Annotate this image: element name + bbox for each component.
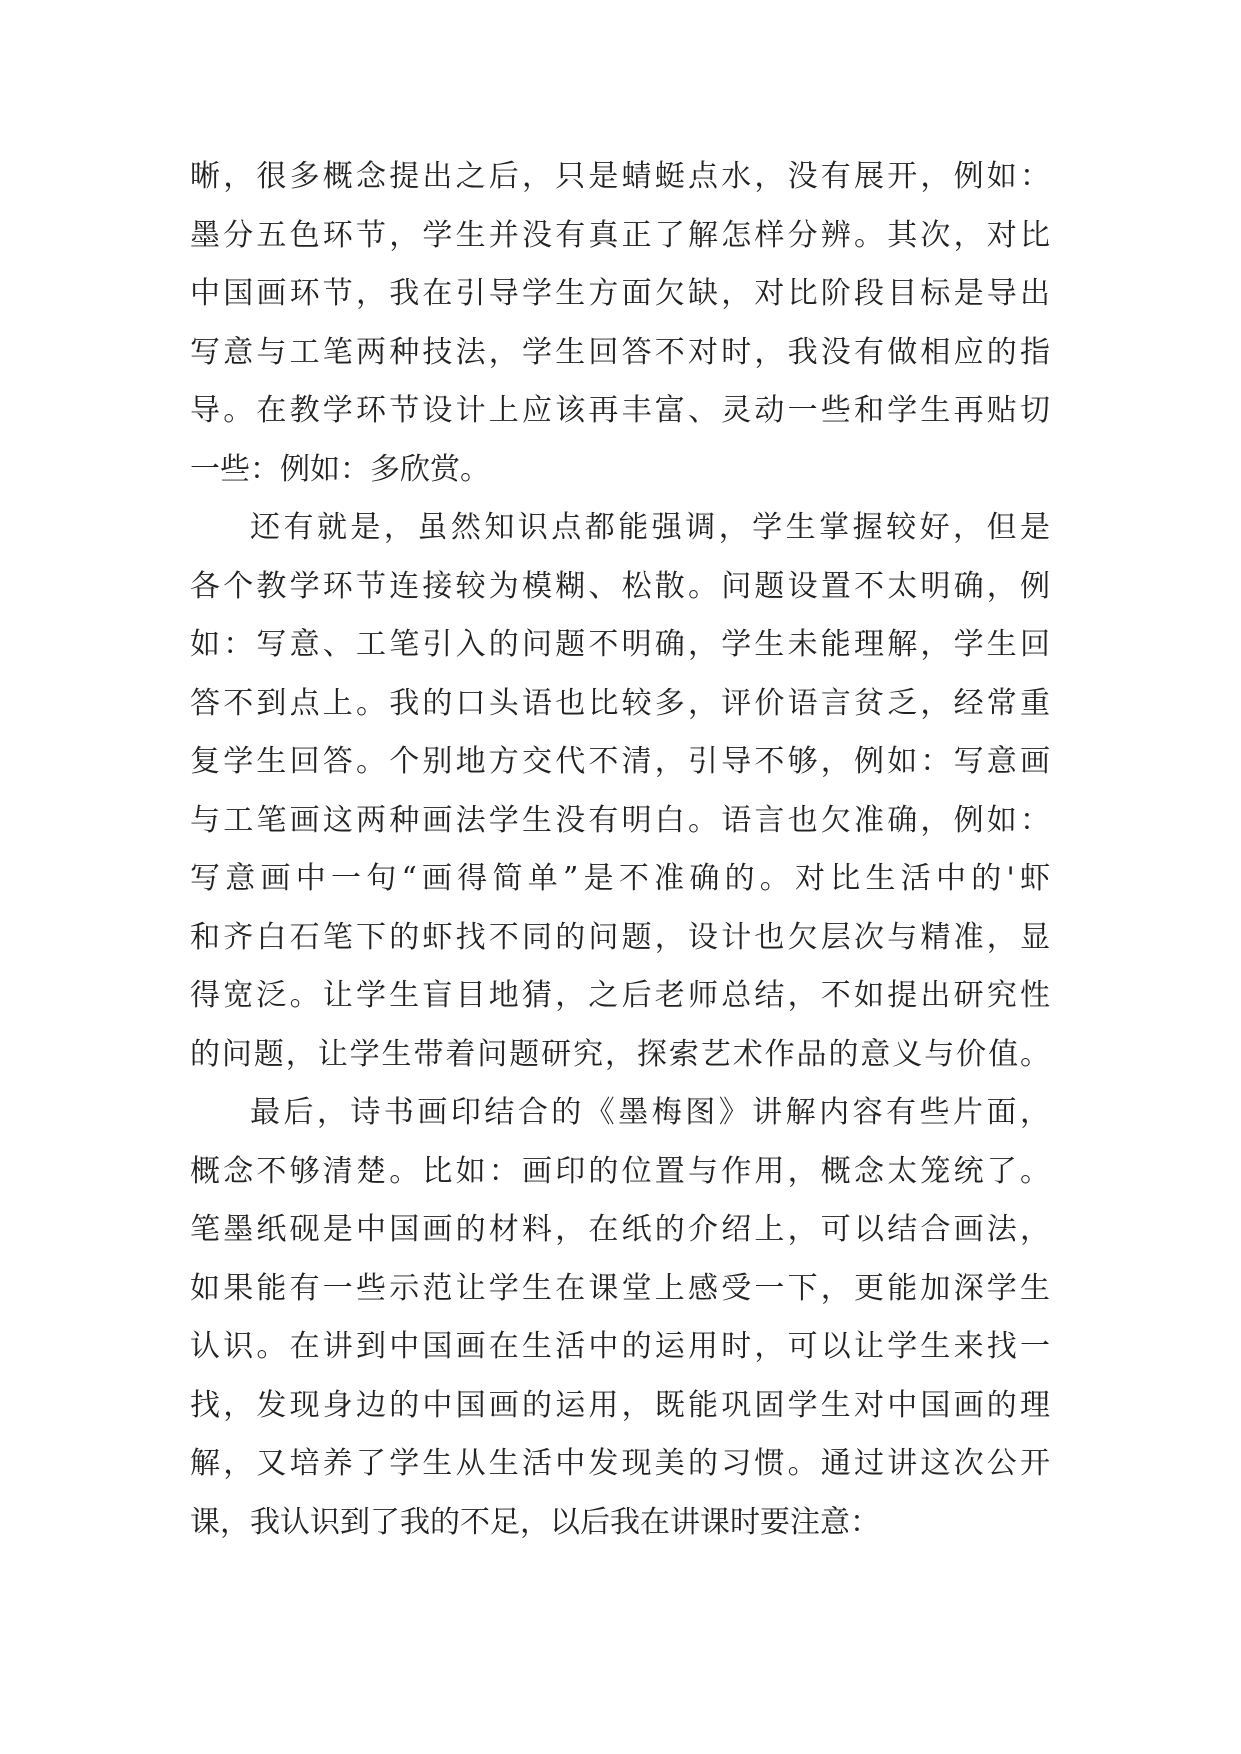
text-line: 解，又培养了学生从生活中发现美的习惯。通过讲这次公开	[190, 1446, 1050, 1481]
text-line: 各个教学环节连接较为模糊、松散。问题设置不太明确，例	[190, 568, 1050, 604]
text-line: 笔墨纸砚是中国画的材料，在纸的介绍上，可以结合画法，	[190, 1212, 1050, 1247]
text-line: 导。在教学环节设计上应该再丰富、灵动一些和学生再贴切	[190, 393, 1050, 428]
text-line: 和齐白石笔下的虾找不同的问题，设计也欠层次与精准，显	[190, 919, 1050, 955]
text-line: 与工笔画这两种画法学生没有明白。语言也欠准确，例如：	[190, 802, 1050, 838]
text-line: 晰，很多概念提出之后，只是蜻蜓点水，没有展开，例如：	[190, 159, 1050, 194]
body-text	[190, 148, 1050, 1552]
text-line: 得宽泛。让学生盲目地猜，之后老师总结，不如提出研究性	[190, 978, 1050, 1013]
text-line: 课，我认识到了我的不足，以后我在讲课时要注意：	[190, 1504, 880, 1540]
text-line: 答不到点上。我的口头语也比较多，评价语言贫乏，经常重	[190, 685, 1050, 721]
text-line: 如：写意、工笔引入的问题不明确，学生未能理解，学生回	[190, 627, 1050, 662]
text-line: 认识。在讲到中国画在生活中的运用时，可以让学生来找一	[190, 1329, 1050, 1364]
text-line: 一些：例如：多欣赏。	[190, 451, 490, 487]
text-line: 还有就是，虽然知识点都能强调，学生掌握较好，但是	[250, 510, 1050, 545]
text-line: 中国画环节，我在引导学生方面欠缺，对比阶段目标是导出	[190, 276, 1050, 311]
text-line: 最后，诗书画印结合的《墨梅图》讲解内容有些片面，	[250, 1095, 1050, 1130]
text-line: 的问题，让学生带着问题研究，探索艺术作品的意义与价值。	[190, 1036, 1050, 1072]
text-line: 如果能有一些示范让学生在课堂上感受一下，更能加深学生	[190, 1270, 1050, 1306]
text-line: 写意画中一句“画得简单”是不准确的。对比生活中的'虾	[190, 861, 1050, 896]
text-line: 墨分五色环节，学生并没有真正了解怎样分辨。其次，对比	[190, 217, 1050, 253]
text-line: 概念不够清楚。比如：画印的位置与作用，概念太笼统了。	[190, 1153, 1050, 1189]
text-line: 写意与工笔两种技法，学生回答不对时，我没有做相应的指	[190, 334, 1050, 370]
text-line: 复学生回答。个别地方交代不清，引导不够，例如：写意画	[190, 744, 1050, 779]
text-line: 找，发现身边的中国画的运用，既能巩固学生对中国画的理	[190, 1387, 1050, 1423]
